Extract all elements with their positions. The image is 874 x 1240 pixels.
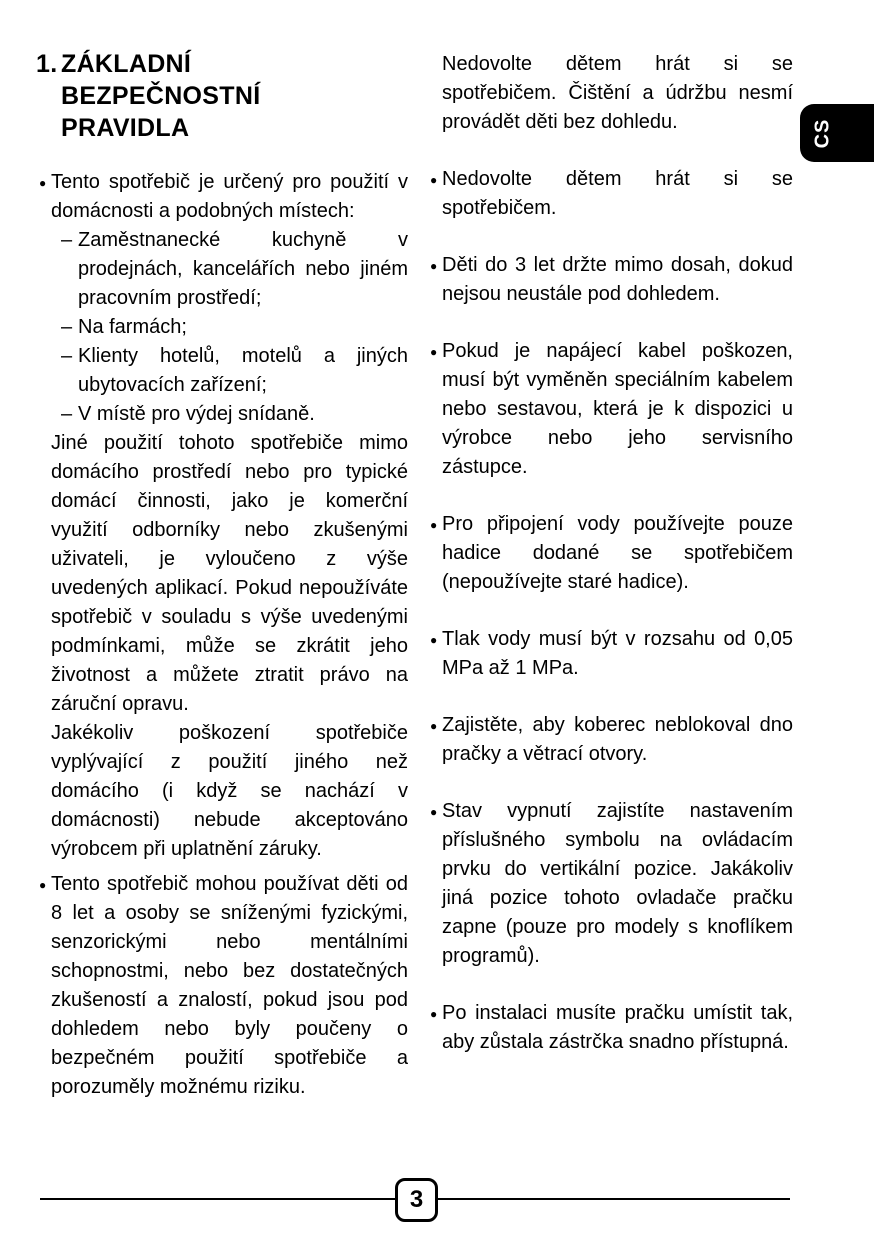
bullet-item (430, 625, 793, 683)
bullet-icon: ● (430, 633, 438, 647)
bullet-item (430, 999, 793, 1057)
language-tab-label: CS (811, 118, 834, 148)
dash-icon: – (61, 229, 73, 251)
section-number: 1. (36, 50, 58, 78)
page-number-badge (395, 1178, 438, 1222)
bullet-text: Tento spotřebič mohou používat děti od 8 let a osoby se sníženými fyzickými, senzorickými nebo mentálními schopnostmi, nebo bez dostatečných zkušeností a znalostí, pokud jsou pod dohledem nebo byly poučeny o bezpečném použití spotřebiče a porozuměly možnému riziku. (51, 873, 408, 1098)
sub-list-item (39, 313, 408, 342)
section-title (61, 48, 260, 144)
bullet-item (39, 168, 408, 226)
bullet-text: Děti do 3 let držte mimo dosah, dokud nejsou neustále pod dohledem. (442, 254, 793, 305)
paragraph: Jiné použití tohoto spotřebiče mimo domácího prostředí nebo pro typické domácí činnosti, jako je komerční využití odborníky nebo zkušenými uživateli, je vyloučeno z výše uvedených aplikací. Pokud nepoužíváte spotřebič v souladu s výše uvedenými podmínkami, může se zkrátit jeho životnost a můžete ztratit právo na záruční opravu. (51, 432, 408, 715)
language-tab-cs (800, 104, 874, 162)
sub-list-item (39, 342, 408, 400)
bullet-icon: ● (430, 259, 438, 273)
bullet-item (39, 870, 408, 1102)
sub-item-text: Zaměstnanecké kuchyně v prodejnách, kancelářích nebo jiném pracovním prostředí; (78, 229, 408, 309)
section-title-line: PRAVIDLA (61, 114, 190, 142)
bullet-icon: ● (430, 805, 438, 819)
section-title-line: ZÁKLADNÍ (61, 50, 192, 78)
bullet-item (430, 711, 793, 769)
bullet-icon: ● (430, 518, 438, 532)
sub-list-item (39, 400, 408, 429)
bullet-icon: ● (430, 345, 438, 359)
bullet-icon: ● (39, 176, 47, 190)
section-title-line: BEZPEČNOSTNÍ (61, 82, 261, 110)
bullet-text: Nedovolte dětem hrát si se spotřebičem. (442, 168, 793, 219)
bullet-text: Tlak vody musí být v rozsahu od 0,05 MPa až 1 MPa. (442, 628, 793, 679)
bullet-item (430, 165, 793, 223)
sub-item-text: V místě pro výdej snídaně. (78, 403, 315, 425)
bullet-text: Pokud je napájecí kabel poškozen, musí být vyměněn speciálním kabelem nebo sestavou, která je k dispozici u výrobce nebo jeho servisního zástupce. (442, 340, 793, 478)
bullet-item (430, 337, 793, 482)
dash-icon: – (61, 403, 73, 425)
bullet-icon: ● (430, 173, 438, 187)
section-heading (36, 48, 408, 144)
bullet-text: Pro připojení vody používejte pouze hadice dodané se spotřebičem (nepoužívejte staré hadice). (442, 513, 793, 593)
sub-list-item (39, 226, 408, 313)
paragraph: Jakékoliv poškození spotřebiče vyplývající z použití jiného než domácího (i když se nachází v domácnosti) nebude akceptováno výrobcem při uplatnění záruky. (51, 722, 408, 860)
sub-item-text: Klienty hotelů, motelů a jiných ubytovacích zařízení; (78, 345, 408, 396)
bullet-item (430, 251, 793, 309)
bullet-icon: ● (430, 719, 438, 733)
bullet-text: Zajistěte, aby koberec neblokoval dno pračky a větrací otvory. (442, 714, 793, 765)
bullet-icon: ● (39, 878, 47, 892)
paragraph: Nedovolte dětem hrát si se spotřebičem. Čištění a údržbu nesmí provádět děti bez dohledu. (442, 53, 793, 133)
bullet-text: Po instalaci musíte pračku umístit tak, aby zůstala zástrčka snadno přístupná. (442, 1002, 793, 1053)
bullet-item (430, 797, 793, 971)
right-column (430, 50, 793, 1085)
bullet-text: Stav vypnutí zajistíte nastavením příslušného symbolu na ovládacím prvku do vertikální pozice. Jakákoliv jiná pozice tohoto ovladače pračku zapne (pouze pro modely s knoflíkem programů). (442, 800, 793, 967)
left-column (36, 48, 408, 1102)
dash-icon: – (61, 316, 73, 338)
page-number: 3 (409, 1186, 424, 1213)
dash-icon: – (61, 345, 73, 367)
bullet-text: Tento spotřebič je určený pro použití v domácnosti a podobných místech: (51, 171, 408, 222)
bullet-icon: ● (430, 1007, 438, 1021)
sub-item-text: Na farmách; (78, 316, 187, 338)
bullet-item (430, 510, 793, 597)
